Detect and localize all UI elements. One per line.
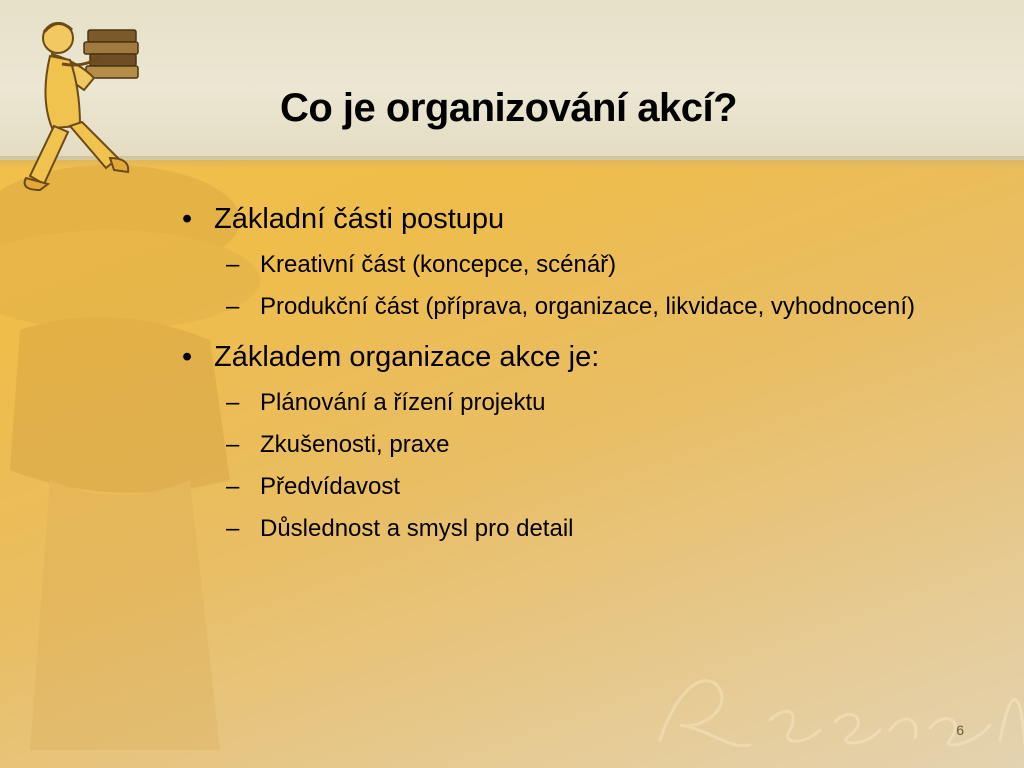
sub-bullet-text: Zkušenosti, praxe	[260, 431, 450, 458]
dash-marker: –	[226, 293, 240, 320]
dash-marker: –	[226, 431, 240, 458]
sub-bullet-text: Důslednost a smysl pro detail	[260, 515, 574, 542]
page-number: 6	[956, 722, 964, 738]
sub-bullet-text: Produkční část (příprava, organizace, likvidace, vyhodnocení)	[260, 293, 915, 320]
bullet-text: Základní části postupu	[214, 203, 505, 235]
slide-title: Co je organizování akcí?	[280, 86, 738, 130]
bullet-marker: •	[182, 203, 193, 235]
bullet-item	[180, 198, 940, 240]
sub-bullet-item	[180, 428, 940, 462]
dash-marker: –	[226, 389, 240, 416]
student-carrying-books-icon	[10, 8, 160, 218]
sub-bullet-item	[180, 248, 940, 282]
bullet-marker: •	[182, 341, 193, 373]
sub-bullet-item	[180, 512, 940, 546]
sub-bullet-item	[180, 470, 940, 504]
bullet-item	[180, 336, 940, 378]
sub-bullet-text: Kreativní část (koncepce, scénář)	[260, 251, 617, 278]
sub-bullet-item	[180, 386, 940, 420]
dash-marker: –	[226, 251, 240, 278]
dash-marker: –	[226, 473, 240, 500]
sub-bullet-text: Předvídavost	[260, 473, 401, 500]
research-watermark	[620, 650, 1024, 768]
bullet-text: Základem organizace akce je:	[214, 341, 600, 373]
sub-bullet-text: Plánování a řízení projektu	[260, 389, 546, 416]
bullet-list	[180, 192, 940, 546]
sub-bullet-item	[180, 290, 940, 324]
dash-marker: –	[226, 515, 240, 542]
